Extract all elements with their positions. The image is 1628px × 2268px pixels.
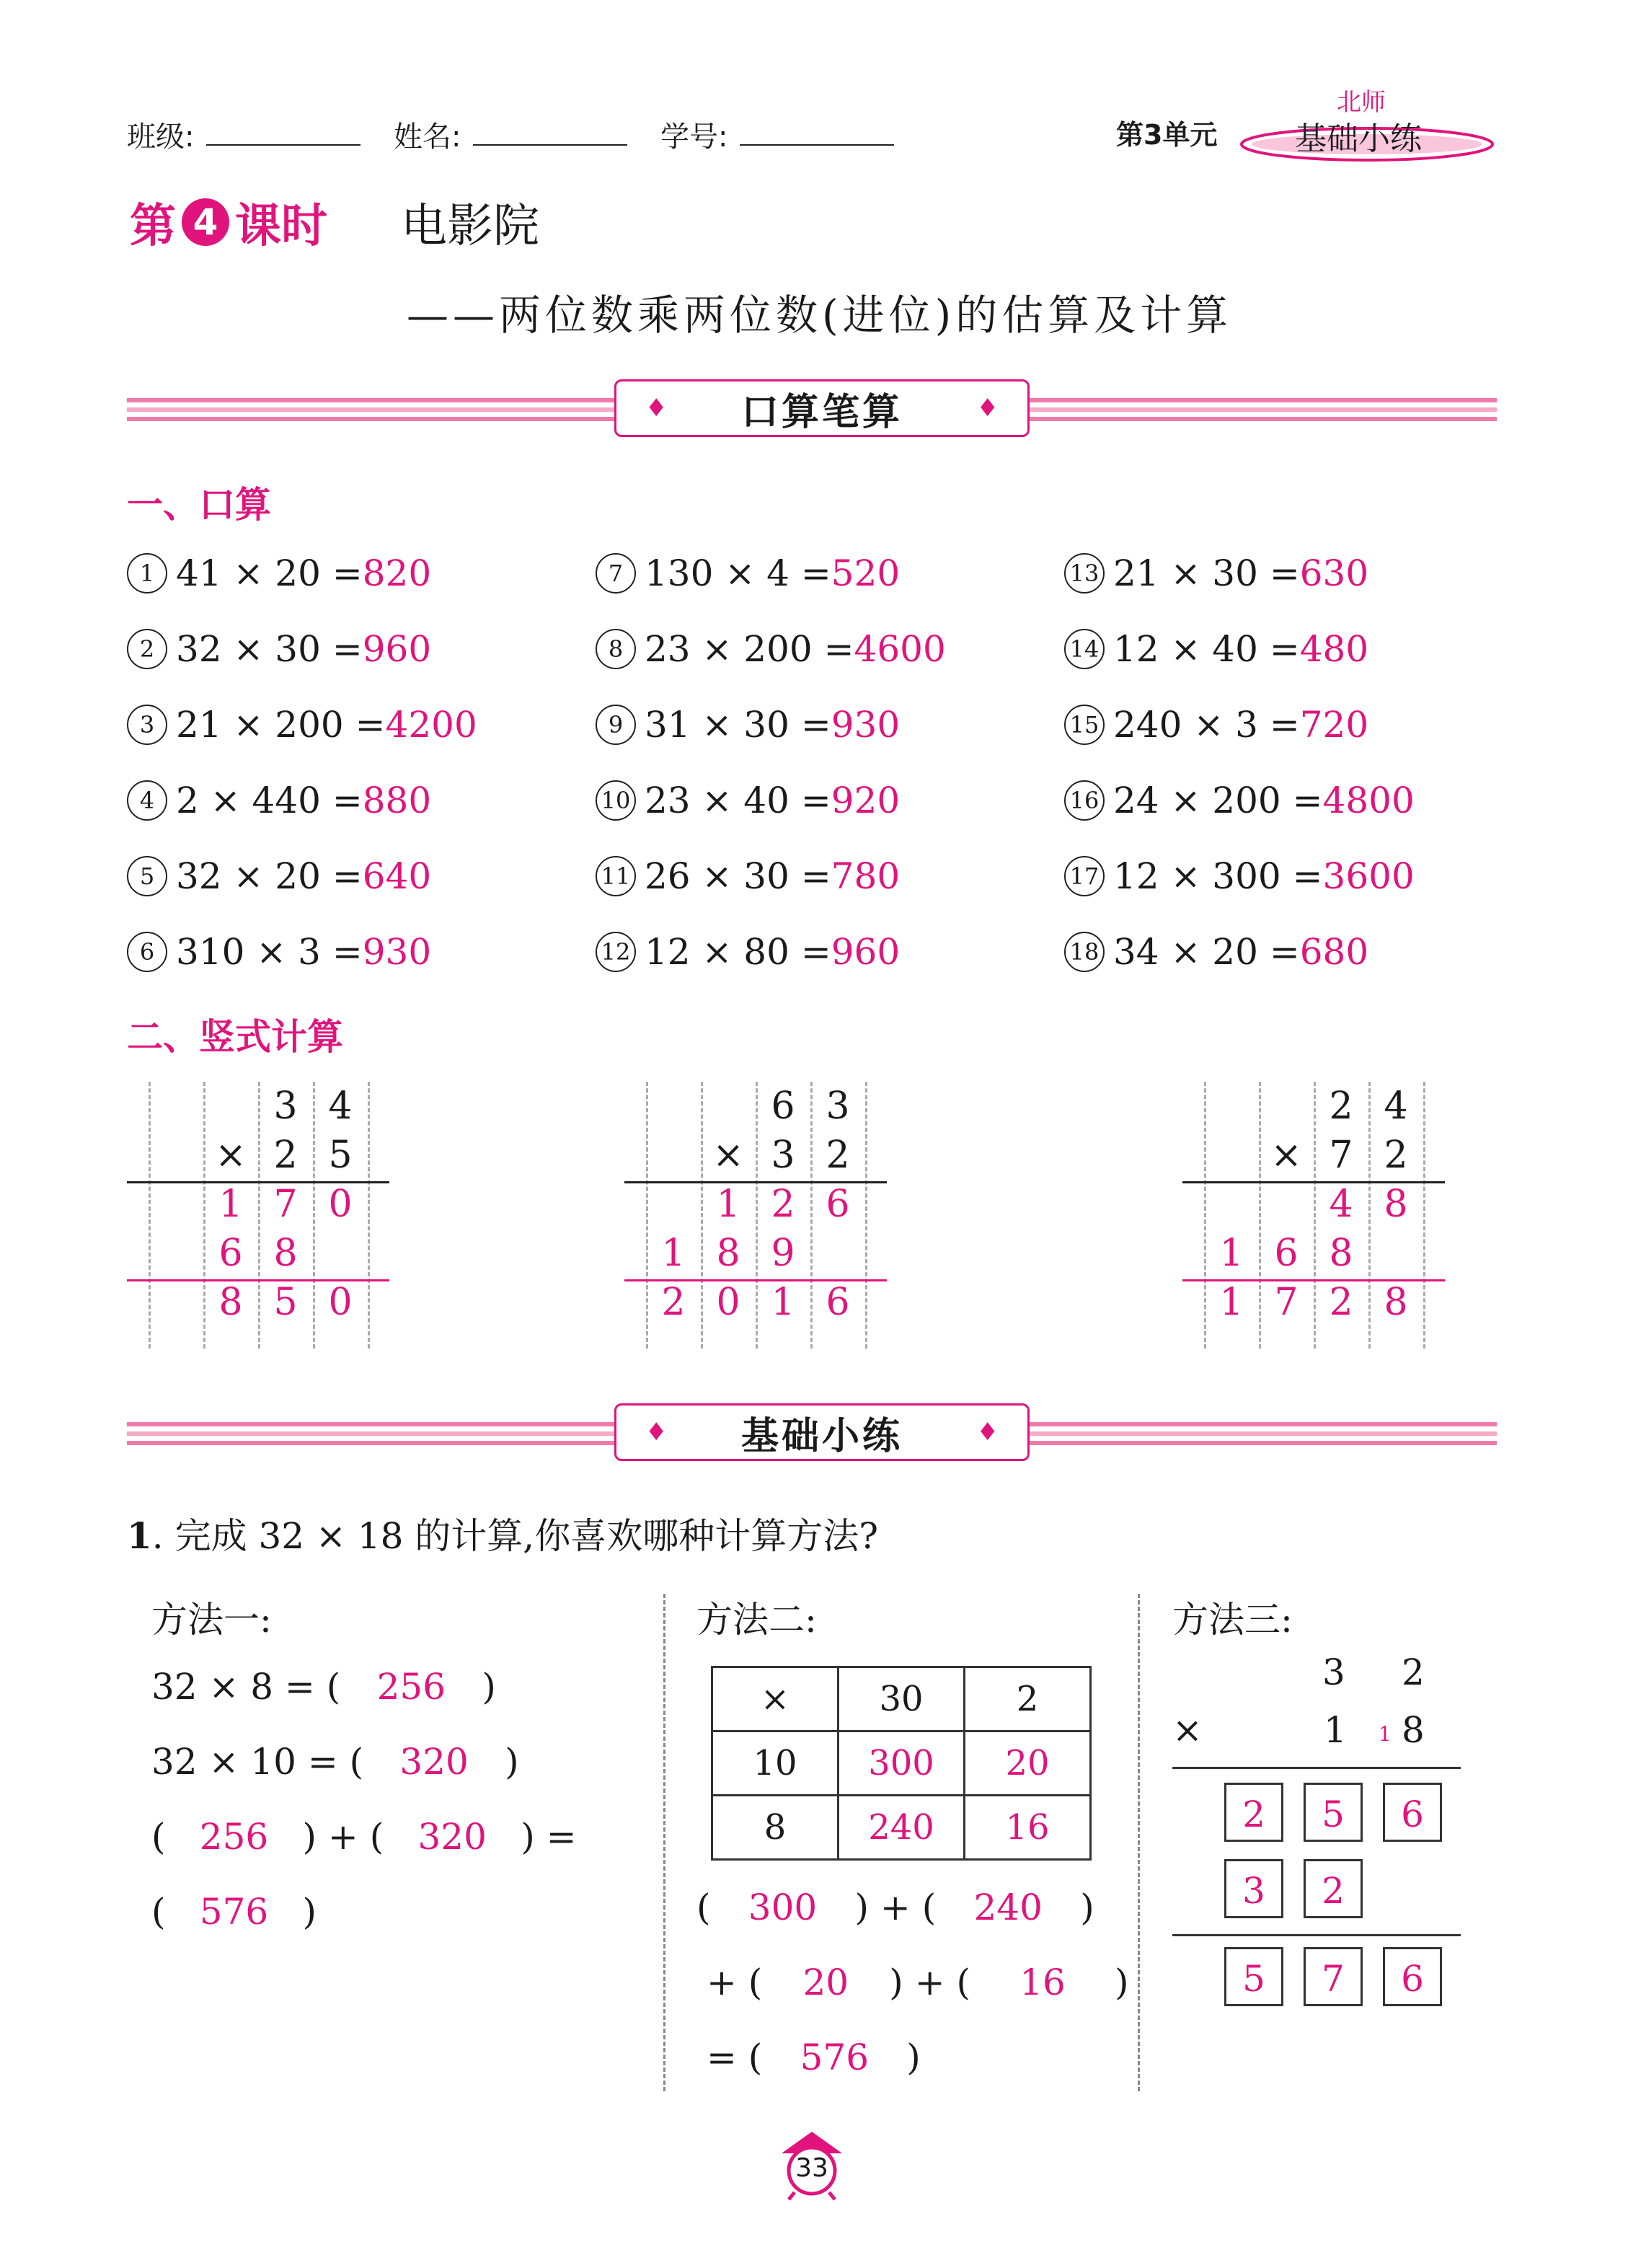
- digit[interactable]: 8: [218, 1281, 243, 1324]
- carry-digit: 1: [1379, 1722, 1392, 1746]
- page-number-badge: [779, 2129, 845, 2195]
- close-paren: ): [302, 1891, 317, 1933]
- diamond-icon: ♦: [645, 1418, 668, 1447]
- digit: 7: [1329, 1134, 1353, 1177]
- digit[interactable]: 2: [771, 1183, 795, 1226]
- times-sign: ×: [215, 1134, 247, 1177]
- problem-expression: 310 × 3 =: [176, 931, 363, 973]
- digit: 2: [273, 1134, 298, 1177]
- question-text: . 完成 32 × 18 的计算,你喜欢哪种计算方法?: [151, 1515, 878, 1557]
- problem-expression: 32 × 30 =: [176, 628, 363, 670]
- underline: [1182, 1181, 1445, 1183]
- oral-problem: [127, 931, 431, 975]
- name-blank[interactable]: [473, 144, 627, 146]
- product-cell[interactable]: 16: [965, 1796, 1091, 1860]
- oral-problem: [596, 931, 900, 975]
- page-number: 33: [795, 2153, 828, 2183]
- digit[interactable]: 6: [826, 1281, 850, 1324]
- table-row: [712, 1667, 1091, 1731]
- method1-total[interactable]: 576: [199, 1891, 269, 1933]
- problem-number: 5: [127, 856, 167, 896]
- header-cell: 10: [712, 1731, 839, 1796]
- method3-title: 方法三:: [1172, 1599, 1293, 1641]
- lesson-title: 电影院: [401, 200, 539, 253]
- underline: [1172, 1934, 1461, 1936]
- oral-problem: [596, 628, 946, 672]
- problem-expression: 24 × 200 =: [1113, 780, 1323, 821]
- part-vertical-title: 二、竖式计算: [127, 1016, 343, 1058]
- plus-sign: + (: [707, 1962, 763, 2003]
- answer-box[interactable]: 2: [1304, 1859, 1363, 1918]
- digit[interactable]: 1: [716, 1183, 740, 1226]
- problem-answer[interactable]: 720: [1299, 704, 1369, 746]
- problem-answer[interactable]: 3600: [1322, 855, 1415, 897]
- method2-line1: [696, 1887, 1094, 1928]
- digit[interactable]: 1: [771, 1281, 795, 1324]
- oral-problem: [1064, 628, 1368, 672]
- problem-number: 11: [596, 856, 636, 896]
- problem-number: 15: [1064, 705, 1105, 745]
- digit[interactable]: 9: [771, 1232, 795, 1275]
- oral-problem: [596, 855, 900, 899]
- digit: 6: [771, 1085, 795, 1128]
- lesson-number: 4: [182, 198, 229, 246]
- problem-number: 9: [596, 705, 636, 745]
- oral-problem: [1064, 552, 1368, 596]
- problem-number: 4: [127, 780, 167, 821]
- digit[interactable]: 1: [218, 1183, 243, 1226]
- problem-answer[interactable]: 4600: [854, 628, 946, 670]
- close-paren: ): [1115, 1962, 1129, 2003]
- digit: 1: [1324, 1709, 1347, 1751]
- times-sign: ×: [712, 1134, 744, 1177]
- oral-problem: [1064, 931, 1368, 975]
- divider-1: [663, 1594, 665, 2091]
- digit[interactable]: 6: [218, 1232, 243, 1275]
- oral-problem: [127, 552, 431, 596]
- close-paren: ): [482, 1666, 496, 1708]
- grid-line: [865, 1082, 867, 1349]
- oral-problem: [1064, 780, 1415, 824]
- problem-expression: 41 × 20 =: [176, 552, 363, 594]
- method1-line1-answer[interactable]: 256: [376, 1666, 446, 1708]
- product-cell[interactable]: 20: [965, 1731, 1091, 1796]
- header-cell: ×: [712, 1667, 839, 1731]
- student-id-blank[interactable]: [740, 144, 894, 146]
- method1-line4: [151, 1891, 317, 1933]
- method2-title: 方法二:: [696, 1599, 817, 1641]
- banner-title: 口算笔算: [740, 390, 903, 434]
- equals-sign: ) =: [521, 1816, 577, 1858]
- method1-line1: [151, 1666, 496, 1708]
- problem-answer[interactable]: 480: [1299, 628, 1369, 670]
- grid-line: [149, 1082, 151, 1349]
- lesson-subtitle: ——两位数乘两位数(进位)的估算及计算: [407, 291, 1233, 340]
- digit[interactable]: 8: [716, 1232, 740, 1275]
- brand-main-text: 基础小练: [1295, 120, 1422, 157]
- problem-expression: 26 × 30 =: [645, 855, 831, 897]
- method1-title: 方法一:: [151, 1599, 272, 1641]
- section-banner-oral-written: [614, 379, 1030, 437]
- plus-sign: ) + (: [302, 1816, 384, 1858]
- oral-problem: [127, 704, 477, 748]
- question-number: 1: [127, 1514, 152, 1557]
- plus-sign: ) + (: [854, 1887, 937, 1928]
- problem-answer[interactable]: 920: [831, 780, 901, 821]
- oral-problem: [596, 780, 900, 824]
- problem-answer[interactable]: 520: [831, 552, 901, 594]
- method2-term-2[interactable]: 240: [973, 1887, 1043, 1928]
- answer-box[interactable]: 3: [1224, 1859, 1283, 1918]
- name-label: 姓名:: [394, 120, 461, 154]
- problem-answer[interactable]: 640: [362, 855, 432, 897]
- brand-top-text: 北师: [1337, 88, 1386, 117]
- oral-problem: [596, 552, 900, 596]
- method2-table: [711, 1666, 1092, 1861]
- header-cell: 2: [965, 1667, 1091, 1731]
- digit[interactable]: 1: [1219, 1281, 1244, 1324]
- problem-expression: 31 × 30 =: [645, 704, 831, 746]
- student-id-label: 学号:: [660, 120, 728, 154]
- oral-problem: [1064, 855, 1415, 899]
- problem-answer[interactable]: 4200: [385, 704, 477, 746]
- digit: 4: [1384, 1085, 1408, 1128]
- problem-expression: 23 × 40 =: [645, 780, 831, 821]
- problem-answer[interactable]: 880: [362, 780, 432, 821]
- digit[interactable]: 7: [1274, 1281, 1299, 1324]
- problem-expression: 130 × 4 =: [645, 552, 831, 594]
- problem-number: 3: [127, 705, 167, 745]
- answer-box[interactable]: 6: [1383, 1783, 1442, 1842]
- oral-problem: [596, 704, 900, 748]
- problem-expression: 34 × 20 =: [1113, 931, 1300, 973]
- digit[interactable]: 1: [1219, 1232, 1244, 1275]
- answer-box[interactable]: 5: [1224, 1947, 1283, 2006]
- section-banner-basic-practice: [614, 1403, 1030, 1461]
- open-paren: (: [151, 1816, 166, 1858]
- digit[interactable]: 0: [328, 1281, 353, 1324]
- digit: 3: [1322, 1651, 1345, 1693]
- method2-term-3[interactable]: 20: [802, 1962, 849, 2003]
- digit[interactable]: 8: [1329, 1232, 1353, 1275]
- digit[interactable]: 6: [826, 1183, 850, 1226]
- method2-term-1[interactable]: 300: [748, 1887, 818, 1928]
- underline: [1172, 1767, 1461, 1769]
- answer-box[interactable]: 6: [1383, 1947, 1442, 2006]
- digit[interactable]: 0: [716, 1281, 740, 1324]
- digit: 3: [273, 1085, 298, 1128]
- divider-2: [1138, 1594, 1140, 2091]
- digit[interactable]: 8: [1384, 1281, 1408, 1324]
- method1-line2-answer[interactable]: 320: [399, 1741, 469, 1783]
- problem-answer[interactable]: 960: [831, 931, 901, 973]
- digit[interactable]: 8: [1384, 1183, 1408, 1226]
- problem-number: 8: [596, 629, 636, 669]
- open-paren: (: [696, 1887, 711, 1928]
- digit: 3: [771, 1134, 795, 1177]
- oral-problem: [127, 780, 431, 824]
- problem-expression: 12 × 300 =: [1113, 855, 1323, 897]
- underline: [624, 1181, 887, 1183]
- unit-label: 第3单元: [1116, 119, 1218, 151]
- times-sign: ×: [1172, 1709, 1203, 1751]
- lesson-label: [130, 189, 327, 255]
- digit: 2: [826, 1134, 850, 1177]
- diamond-icon: ♦: [976, 1418, 999, 1447]
- digit: 5: [328, 1134, 353, 1177]
- underline: [127, 1279, 389, 1281]
- problem-expression: 21 × 200 =: [176, 704, 386, 746]
- answer-box[interactable]: 2: [1224, 1783, 1283, 1842]
- problem-answer[interactable]: 930: [831, 704, 901, 746]
- problem-answer[interactable]: 820: [362, 552, 432, 594]
- plus-sign: ) + (: [889, 1962, 970, 2003]
- digit: 2: [1384, 1134, 1408, 1177]
- problem-number: 10: [596, 780, 636, 821]
- underline: [624, 1279, 887, 1281]
- method1-line2-expr: 32 × 10 = (: [151, 1741, 364, 1783]
- diamond-icon: ♦: [976, 394, 999, 423]
- digit: 3: [826, 1085, 850, 1128]
- digit: 8: [1402, 1709, 1425, 1751]
- problem-number: 1: [127, 553, 167, 594]
- part-oral-title: 一、口算: [127, 484, 271, 526]
- close-paren: ): [505, 1741, 519, 1783]
- class-label: 班级:: [127, 120, 195, 154]
- underline: [1182, 1279, 1445, 1281]
- problem-answer[interactable]: 680: [1299, 931, 1369, 973]
- answer-box[interactable]: 7: [1304, 1947, 1363, 2006]
- problem-number: 2: [127, 629, 167, 669]
- problem-number: 18: [1064, 932, 1105, 972]
- lesson-suffix: 课时: [235, 200, 327, 253]
- problem-answer[interactable]: 930: [362, 931, 432, 973]
- problem-answer[interactable]: 4800: [1322, 780, 1415, 821]
- answer-box[interactable]: 5: [1304, 1783, 1363, 1842]
- method2-line2: [707, 1962, 1129, 2003]
- digit[interactable]: 2: [1329, 1281, 1353, 1324]
- digit: 2: [1329, 1085, 1353, 1128]
- digit: 2: [1402, 1651, 1425, 1693]
- problem-number: 17: [1064, 856, 1105, 896]
- oral-problem: [127, 855, 431, 899]
- lesson-prefix: 第: [130, 200, 176, 253]
- method3-vertical-calc: [1172, 1651, 1461, 2026]
- digit[interactable]: 6: [1274, 1232, 1299, 1275]
- class-blank[interactable]: [206, 144, 360, 146]
- problem-expression: 32 × 20 =: [176, 855, 363, 897]
- digit[interactable]: 2: [661, 1281, 686, 1324]
- digit[interactable]: 0: [328, 1183, 353, 1226]
- digit[interactable]: 4: [1329, 1183, 1353, 1226]
- problem-number: 6: [127, 932, 167, 972]
- grid-line: [1423, 1082, 1425, 1349]
- oral-problem: [1064, 704, 1368, 748]
- table-row: [712, 1731, 1091, 1796]
- close-paren: ): [906, 2037, 921, 2078]
- problem-expression: 12 × 80 =: [645, 931, 831, 973]
- problem-answer[interactable]: 630: [1299, 552, 1369, 594]
- digit[interactable]: 5: [273, 1281, 298, 1324]
- method1-line2: [151, 1741, 519, 1783]
- problem-expression: 21 × 30 =: [1113, 552, 1300, 594]
- method1-line3: [151, 1816, 577, 1858]
- problem-number: 14: [1064, 629, 1105, 669]
- times-sign: ×: [1270, 1134, 1302, 1177]
- oral-problem: [127, 628, 431, 672]
- problem-expression: 240 × 3 =: [1113, 704, 1300, 746]
- product-cell[interactable]: 240: [839, 1796, 965, 1860]
- method1-sum-a[interactable]: 256: [199, 1816, 269, 1858]
- problem-number: 13: [1064, 553, 1105, 594]
- open-paren: (: [151, 1891, 166, 1933]
- underline: [127, 1181, 389, 1183]
- grid-line: [368, 1082, 370, 1349]
- brand-logo: [1237, 88, 1497, 157]
- problem-answer[interactable]: 960: [362, 628, 432, 670]
- method1-line1-expr: 32 × 8 = (: [151, 1666, 341, 1708]
- method2-total[interactable]: 576: [800, 2037, 870, 2078]
- header-cell: 8: [712, 1796, 839, 1860]
- diamond-icon: ♦: [645, 394, 668, 423]
- question-1: [127, 1507, 878, 1559]
- table-row: [712, 1796, 1091, 1860]
- problem-number: 16: [1064, 780, 1105, 821]
- method1-sum-b[interactable]: 320: [417, 1816, 487, 1858]
- digit[interactable]: 8: [273, 1232, 298, 1275]
- problem-number: 7: [596, 553, 636, 594]
- method2-line3: [707, 2037, 921, 2078]
- problem-expression: 12 × 40 =: [1113, 628, 1300, 670]
- problem-expression: 23 × 200 =: [645, 628, 854, 670]
- digit[interactable]: 1: [661, 1232, 686, 1275]
- close-paren: ): [1080, 1887, 1094, 1928]
- method2-term-4[interactable]: 16: [1019, 1962, 1066, 2003]
- problem-number: 12: [596, 932, 636, 972]
- problem-answer[interactable]: 780: [831, 855, 901, 897]
- banner-title: 基础小练: [740, 1414, 903, 1458]
- problem-expression: 2 × 440 =: [176, 780, 363, 821]
- header-cell: 30: [839, 1667, 965, 1731]
- equals-sign: = (: [707, 2037, 763, 2078]
- digit: 4: [328, 1085, 353, 1128]
- product-cell[interactable]: 300: [839, 1731, 965, 1796]
- digit[interactable]: 7: [273, 1183, 298, 1226]
